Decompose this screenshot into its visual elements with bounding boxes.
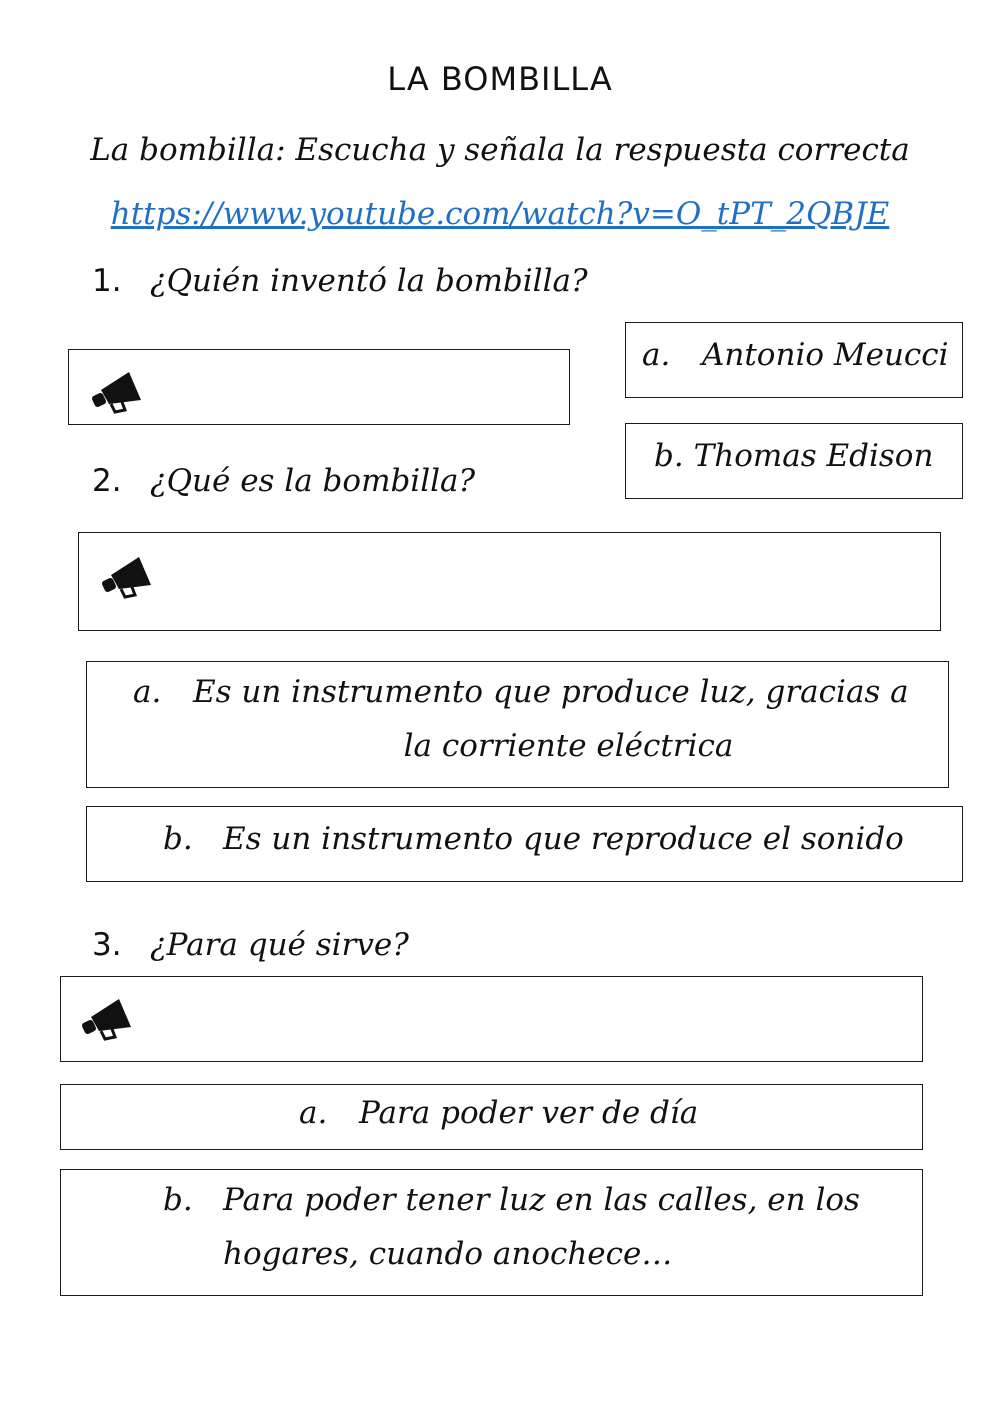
question-number: 3. — [92, 927, 122, 963]
q2-option-b[interactable] — [86, 806, 963, 882]
option-text-line2: hogares, cuando anochece… — [223, 1236, 673, 1272]
instructions: La bombilla: Escucha y señala la respuesta correcta — [90, 132, 910, 168]
q3-option-a[interactable] — [60, 1084, 923, 1150]
question-1 — [92, 263, 588, 299]
q1-option-b[interactable] — [625, 423, 963, 499]
megaphone-icon[interactable] — [79, 995, 139, 1041]
option-text-line2: la corriente eléctrica — [403, 728, 734, 764]
option-letter: a. — [299, 1095, 328, 1131]
option-text: Antonio Meucci — [702, 337, 949, 373]
megaphone-icon[interactable] — [99, 553, 159, 599]
audio-answer-box-2[interactable] — [78, 532, 941, 631]
option-letter: b. — [163, 1182, 193, 1218]
question-2 — [92, 463, 475, 499]
option-letter: a. — [642, 337, 671, 373]
option-letter: b. — [163, 821, 193, 857]
option-text: Thomas Edison — [693, 438, 934, 474]
question-text: ¿Quién inventó la bombilla? — [150, 263, 588, 299]
option-text: Para poder ver de día — [359, 1095, 699, 1131]
option-letter: a. — [133, 674, 162, 710]
option-letter: b. — [654, 438, 684, 474]
q1-option-a[interactable] — [625, 322, 963, 398]
q3-option-b[interactable] — [60, 1169, 923, 1296]
question-3 — [92, 927, 409, 963]
video-link[interactable]: https://www.youtube.com/watch?v=O_tPT_2QBJE — [110, 196, 890, 232]
option-text-line1: Para poder tener luz en las calles, en los — [223, 1182, 860, 1218]
question-text: ¿Qué es la bombilla? — [150, 463, 476, 499]
audio-answer-box-3[interactable] — [60, 976, 923, 1062]
option-text-line1: Es un instrumento que produce luz, gracias a — [193, 674, 909, 710]
question-number: 2. — [92, 463, 122, 499]
megaphone-icon[interactable] — [89, 368, 149, 414]
page-title: LA BOMBILLA — [387, 60, 613, 98]
question-number: 1. — [92, 263, 122, 299]
audio-answer-box-1[interactable] — [68, 349, 570, 425]
q2-option-a[interactable] — [86, 661, 949, 788]
question-text: ¿Para qué sirve? — [150, 927, 409, 963]
option-text: Es un instrumento que reproduce el sonido — [223, 821, 904, 857]
